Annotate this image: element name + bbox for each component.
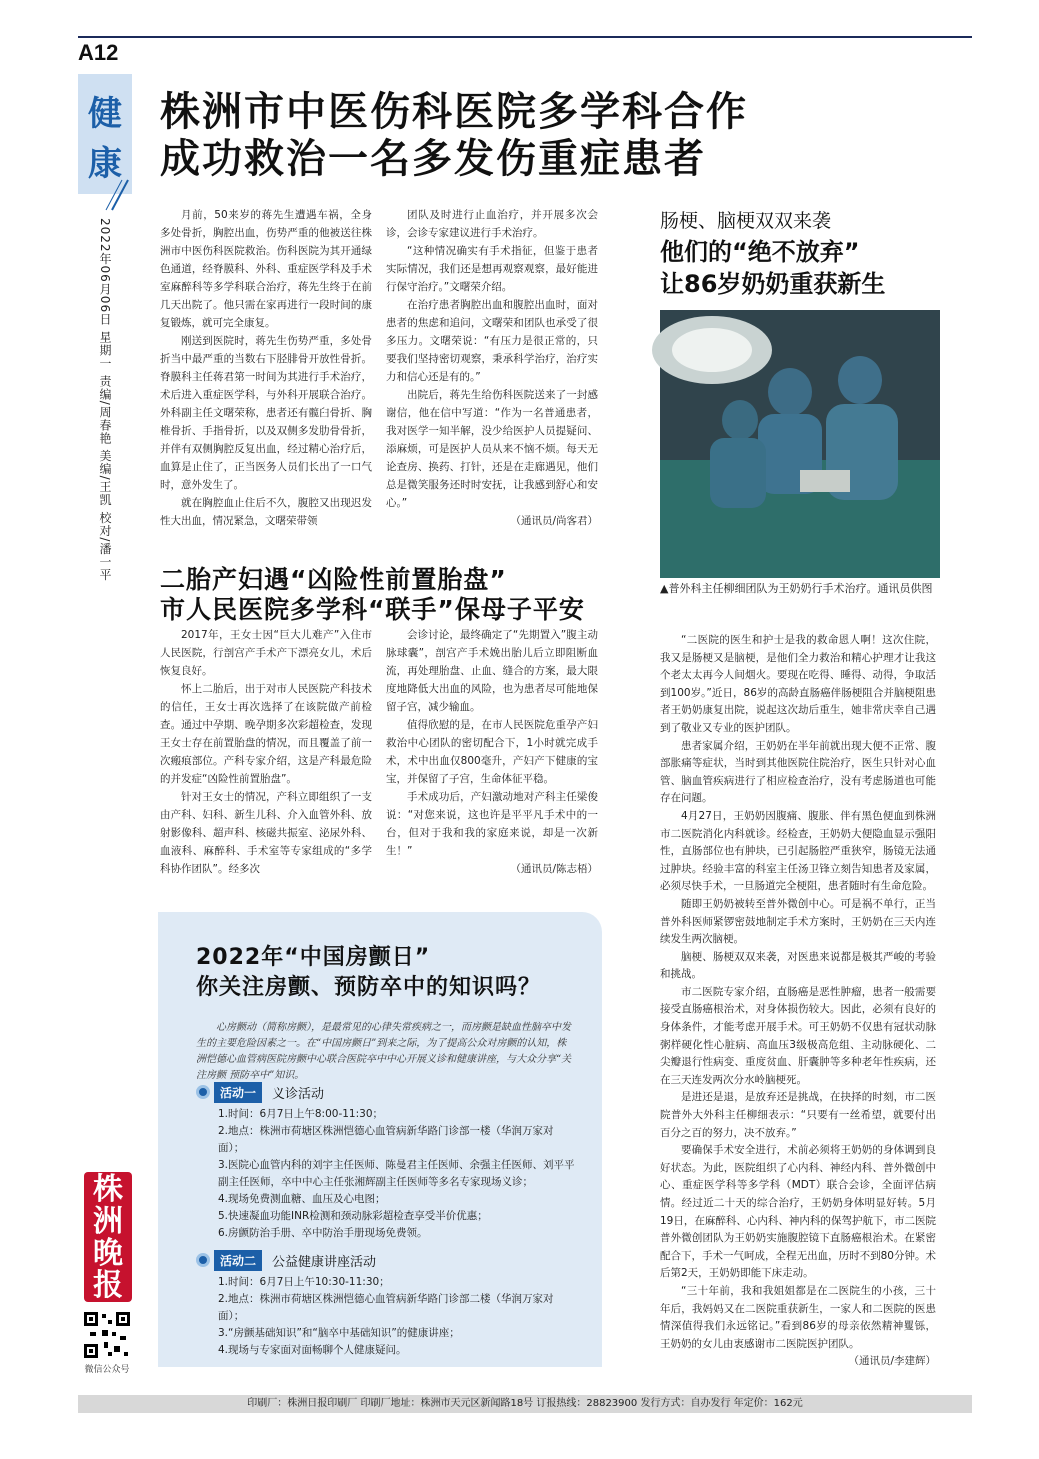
issue-meta: 2022年06月06日 星期一 责编/周春艳 美编/王凯 校对/潘一平 — [98, 218, 112, 582]
qr-code-icon[interactable] — [82, 1310, 132, 1360]
event-box-title-line2: 你关注房颤、预防卒中的知识吗？ — [196, 975, 542, 1000]
activity2-list — [218, 1274, 576, 1359]
paragraph: 是进还是退，是放弃还是挑战，在抉择的时刻，市二医院普外大外科主任柳细表示：“只要有一丝希望，就要付出百分之百的努力，决不放弃。” — [660, 1091, 936, 1139]
paragraph: 会诊讨论，最终确定了“先期置入”腹主动脉球囊”，剖宫产手术娩出胎儿后立即阻断血流，再处理胎盘、止血、缝合的方案，最大限度地降低大出血的风险，也为患者尽可能地保留子宫，减少输血。 — [386, 629, 598, 713]
event-intro: 心房颤动（简称房颤），是最常见的心律失常疾病之一，而房颤是缺血性脑卒中发生的主要危险因素之一。在“中国房颤日”到来之际，为了提高公众对房颤的认知，株洲恺德心血管病医院房颤中心联合医院卒中中心开展义诊和健康讲座，与大众分享“关注房颤 预防卒中”知识。 — [196, 1022, 572, 1081]
byline: （通讯员/尚客君） — [510, 515, 598, 527]
paragraph: 2017年，王女士因“巨大儿难产”入住市人民医院，行剖宫产手术产下漂亮女儿，术后恢复良好。 — [160, 629, 372, 677]
article3-title-line2: 让86岁奶奶重获新生 — [660, 270, 886, 298]
activity1-list — [218, 1106, 576, 1242]
byline: （通讯员/李建辉） — [848, 1355, 936, 1368]
paragraph: “二医院的医生和护士是我的救命恩人啊！这次住院，我又是肠梗又是脑梗，是他们全力救治和精心护理才让我这个老太太再今人间烟火。要现在吃得、睡得、动得，争取活到100岁。”近日，86岁的高龄直肠癌伴肠梗阻合并脑梗阻患者王奶奶康复出院，说起这次劫后重生，她非常庆幸自己遇到了敬业又专业的医护团队。 — [660, 634, 936, 734]
article1-title-line1: 株洲市中医伤科医院多学科合作 — [160, 89, 748, 135]
logo-text: 株洲晚报 — [93, 1172, 123, 1303]
list-item: 3.“房颤基础知识”和“脑卒中基础知识”的健康讲座； — [218, 1327, 460, 1339]
event-box-title-line1: 2022年“中国房颤日” — [196, 945, 431, 970]
paragraph: 就在胸腔血止住后不久，腹腔又出现迟发性大出血，情况紧急，文曙荣带领 — [160, 497, 372, 527]
paragraph: 针对王女士的情况，产科立即组织了一支由产科、妇科、新生儿科、介入血管外科、放射影像科、超声科、核磁共振室、泌尿外科、血液科、麻醉科、手术室等专家组成的“多学科协作团队”。经多次 — [160, 791, 372, 875]
article2-column-2 — [386, 626, 598, 875]
article3-title-line1: 他们的“绝不放弃” — [660, 238, 860, 266]
list-item: 1.时间：6月7日上午8:00-11:30； — [218, 1108, 384, 1120]
list-item: 3.医院心血管内科的刘宇主任医师、陈曼君主任医师、余强主任医师、刘平平副主任医师，卒中中心主任张湘辉副主任医师等多名专家现场义诊； — [218, 1159, 575, 1188]
page-number: A12 — [78, 40, 119, 65]
paragraph: “三十年前，我和我姐姐都是在二医院生的小孩，三十年后，我妈妈又在二医院重获新生，一家人和二医院的医患情深值得我们永远铭记。”看到86岁的母亲依然精神矍铄，王奶奶的女儿由衷感谢市二医院医护团队。 — [660, 1284, 936, 1350]
surgery-photo — [660, 310, 940, 578]
paragraph: 出院后，蒋先生给伤科医院送来了一封感谢信，他在信中写道：“作为一名普通患者，我对医学一知半解，没少给医护人员提疑问、添麻烦，可是医护人员从来不恼不烦。每天无论查房、换药、打针，还是在走廊遇见，他们总是微笑服务还时时安抚，让我感到舒心和安心。” — [386, 389, 598, 509]
paragraph: “这种情况确实有手术指征，但鉴于患者实际情况，我们还是想再观察观察，最好能进行保守治疗。”文曙荣介绍。 — [386, 245, 598, 293]
paragraph: 要确保手术安全进行，术前必须将王奶奶的身体调到良好状态。为此，医院组织了心内科、神经内科、普外微创中心、重症医学科等多学科（MDT）联合会诊，全面评估病情。经过近二十天的综合治疗，王奶奶身体明显好转。5月19日，在麻醉科、心内科、神内科的保驾护航下，市二医院普外微创团队为王奶奶实施腹腔镜下直肠癌根治术。在紧密配合下，手术一气呵成，全程无出血，历时不到80分钟。术后第2天，王奶奶即能下床走动。 — [660, 1144, 936, 1280]
section-char-1: 健 — [88, 94, 122, 134]
paragraph: 随即王奶奶被转至普外微创中心。可是祸不单行，正当普外科医师紧锣密鼓地制定手术方案时，王奶奶在三天内连续发生两次脑梗。 — [660, 897, 936, 946]
newspaper-logo — [84, 1172, 132, 1302]
section-label — [78, 74, 132, 194]
article2-column-1 — [160, 626, 372, 875]
paragraph: 市二医院专家介绍，直肠癌是恶性肿瘤，患者一般需要接受直肠癌根治术，对身体损伤较大。因此，必须有良好的身体条件，才能考虑开展手术。可王奶奶不仅患有冠状动脉粥样硬化性心脏病、高血压3级极高危组、主动脉硬化、二尖瓣退行性病变、重度贫血、肝囊肿等多种老年性疾病，还在三天连发两次分水岭脑梗死。 — [660, 985, 936, 1086]
paragraph: 患者家属介绍，王奶奶在半年前就出现大便不正常、腹部胀痛等症状，当时到其他医院住院治疗，医生只针对心血管、脑血管疾病进行了相应检查治疗，没有考虑肠道也可能存在问题。 — [660, 739, 936, 805]
article1-column-2 — [386, 206, 598, 538]
paragraph: 值得欣慰的是，在市人民医院危重孕产妇救治中心团队的密切配合下，1小时就完成手术，术中出血仅800毫升，产妇产下健康的宝宝，并保留了子宫，生命体征平稳。 — [386, 719, 598, 785]
article3-column — [660, 632, 936, 1376]
paragraph: 在治疗患者胸腔出血和腹腔出血时，面对患者的焦虑和追问，文曙荣和团队也承受了很多压力。文曙荣说：“有压力是很正常的，只要我们坚持密切观察，秉承科学治疗，治疗实力和信心还是有的。” — [386, 299, 598, 383]
list-item: 2.地点：株洲市荷塘区株洲恺德心血管病新华路门诊部二楼（华润万家对面）； — [218, 1293, 554, 1322]
paragraph: 脑梗、肠梗双双来袭，对医患来说都是极其严峻的考验和挑战。 — [660, 950, 936, 981]
top-rule — [78, 36, 972, 38]
paragraph: 4月27日，王奶奶因腹痛、腹胀、伴有黑色便血到株洲市二医院消化内科就诊。经检查，王奶奶大便隐血显示强阳性，直肠部位也有肿块，已引起肠腔严重狭窄，肠镜无法通过肿块。经验丰富的科室主任汤卫锋立刻告知患者及家属，必须尽快手术，一旦肠道完全梗阻，患者随时有生命危险。 — [660, 809, 936, 893]
list-item: 4.现场与专家面对面畅聊个人健康疑问。 — [218, 1344, 407, 1356]
article1-column-1 — [160, 206, 372, 538]
list-item: 4.现场免费测血糖、血压及心电图； — [218, 1193, 386, 1205]
footer-bar: 印刷厂：株洲日报印刷厂 印刷厂地址：株洲市天元区新闻路18号 订报热线：28823900 发行方式：自办发行 年定价：162元 — [78, 1395, 972, 1413]
paragraph: 团队及时进行止血治疗，并开展多次会诊，会诊专家建议进行手术治疗。 — [386, 209, 598, 239]
article2-title-line2: 市人民医院多学科“联手”保母子平安 — [160, 595, 585, 624]
activity1-title: 义诊活动 — [272, 1086, 325, 1102]
qr-label: 微信公众号 — [84, 1365, 130, 1375]
activity2-header — [196, 1250, 376, 1270]
list-item: 5.快速凝血功能INR检测和颈动脉彩超检查享受半价优惠； — [218, 1210, 488, 1222]
paragraph: 刚送到医院时，蒋先生伤势严重，多处骨折当中最严重的当数右下胫腓骨开放性骨折。脊膜科主任蒋君第一时间为其进行手术治疗，术后进入重症医学科，与外科开展联合治疗。外科副主任文曙荣称，患者还有髋臼骨折、胸椎骨折、手指骨折，以及双侧多发肋骨骨折，并伴有双侧胸腔反复出血，经过精心治疗后，血算是止住了，正当医务人员们长出了一口气时，意外发生了。 — [160, 335, 372, 491]
activity1-tag: 活动一 — [214, 1082, 262, 1103]
section-slash-decoration — [78, 180, 132, 210]
article2-title-line1: 二胎产妇遇“凶险性前置胎盘” — [160, 565, 507, 594]
paragraph: 怀上二胎后，出于对市人民医院产科技术的信任，王女士再次选择了在该院做产前检查。通过中孕期、晚孕期多次彩超检查，发现王女士存在前置胎盘的情况，而且覆盖了前一次瘢痕部位。产科专家介绍，这是产科最危险的并发症“凶险性前置胎盘”。 — [160, 683, 372, 785]
photo-caption: ▲普外科主任柳细团队为王奶奶行手术治疗。通讯员供图 — [660, 582, 933, 595]
list-item: 6.房颤防治手册、卒中防治手册现场免费领。 — [218, 1227, 428, 1239]
list-item: 1.时间：6月7日上午10:30-11:30； — [218, 1276, 390, 1288]
article3-kicker: 肠梗、脑梗双双来袭 — [660, 210, 832, 232]
activity2-title: 公益健康讲座活动 — [272, 1254, 377, 1270]
byline: （通讯员/陈志梧） — [510, 863, 598, 875]
activity2-tag: 活动二 — [214, 1250, 262, 1271]
bullet-icon — [196, 1085, 210, 1099]
activity1-header — [196, 1082, 324, 1102]
paragraph: 月前，50来岁的蒋先生遭遇车祸，全身多处骨折，胸腔出血，伤势严重的他被送往株洲市中医伤科医院救治。伤科医院为其开通绿色通道，经脊膜科、外科、重症医学科及手术室麻醉科等多学科联合治疗，蒋先生终于在前几天出院了。他只需在家再进行一段时间的康复锻炼，就可完全康复。 — [160, 209, 372, 329]
bullet-icon — [196, 1253, 210, 1267]
list-item: 2.地点：株洲市荷塘区株洲恺德心血管病新华路门诊部一楼（华润万家对面）； — [218, 1125, 554, 1154]
paragraph: 手术成功后，产妇激动地对产科主任梁俊说：“对您来说，这也许是平平凡手术中的一台，但对于我和我的家庭来说，却是一次新生！” — [386, 791, 598, 857]
section-char-2: 康 — [88, 144, 122, 184]
article1-title-line2: 成功救治一名多发伤重症患者 — [160, 136, 706, 182]
